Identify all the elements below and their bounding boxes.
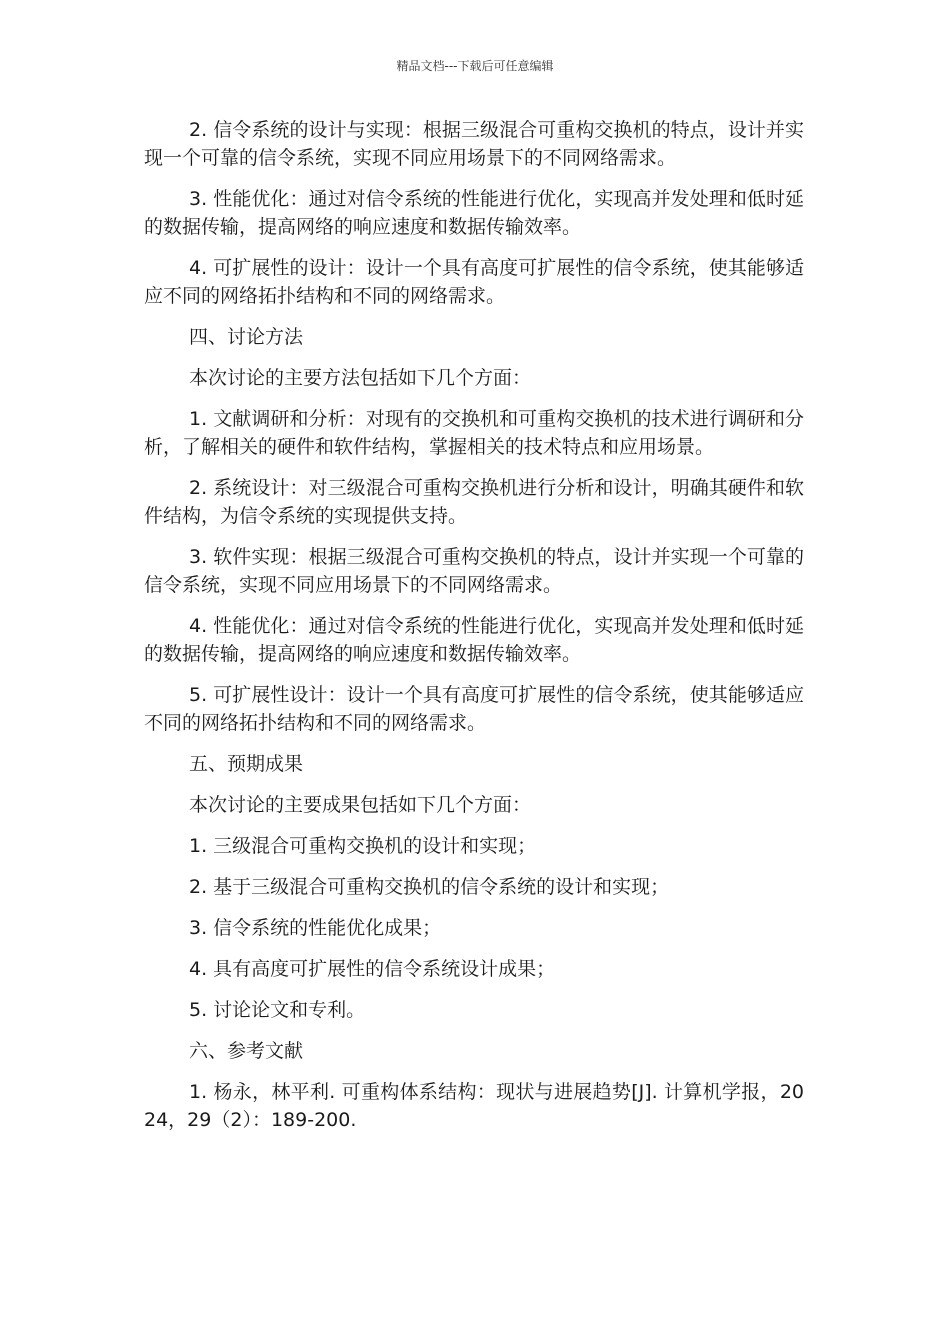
reference-item-1: 1. 杨永，林平利. 可重构体系结构：现状与进展趋势[J]. 计算机学报，2024，29（2）：189-200. xyxy=(144,1081,804,1131)
paragraph-performance-optimization: 3. 性能优化：通过对信令系统的性能进行优化，实现高并发处理和低时延的数据传输，提高网络的响应速度和数据传输效率。 xyxy=(144,188,804,238)
list-item-result-2: 2. 基于三级混合可重构交换机的信令系统的设计和实现； xyxy=(189,876,670,898)
paragraph-scalability-design: 4. 可扩展性的设计：设计一个具有高度可扩展性的信令系统，使其能够适应不同的网络拓扑结构和不同的网络需求。 xyxy=(144,257,804,307)
paragraph-results-intro: 本次讨论的主要成果包括如下几个方面： xyxy=(189,794,532,816)
section-heading-results: 五、预期成果 xyxy=(189,753,304,775)
list-item-result-1: 1. 三级混合可重构交换机的设计和实现； xyxy=(189,835,537,857)
paragraph-method-literature: 1. 文献调研和分析：对现有的交换机和可重构交换机的技术进行调研和分析，了解相关的硬件和软件结构，掌握相关的技术特点和应用场景。 xyxy=(144,408,804,458)
section-heading-methods: 四、讨论方法 xyxy=(189,326,304,348)
paragraph-method-software: 3. 软件实现：根据三级混合可重构交换机的特点，设计并实现一个可靠的信令系统，实现不同应用场景下的不同网络需求。 xyxy=(144,546,804,596)
list-item-result-5: 5. 讨论论文和专利。 xyxy=(189,999,366,1021)
list-item-result-4: 4. 具有高度可扩展性的信令系统设计成果； xyxy=(189,958,556,980)
page-header: 精品文档---下载后可任意编辑 xyxy=(396,59,554,73)
paragraph-signaling-design: 2. 信令系统的设计与实现：根据三级混合可重构交换机的特点，设计并实现一个可靠的信令系统，实现不同应用场景下的不同网络需求。 xyxy=(144,119,804,169)
paragraph-method-performance: 4. 性能优化：通过对信令系统的性能进行优化，实现高并发处理和低时延的数据传输，提高网络的响应速度和数据传输效率。 xyxy=(144,615,804,665)
document-body xyxy=(144,116,804,1147)
section-heading-references: 六、参考文献 xyxy=(189,1040,304,1062)
paragraph-method-scalability: 5. 可扩展性设计：设计一个具有高度可扩展性的信令系统，使其能够适应不同的网络拓扑结构和不同的网络需求。 xyxy=(144,684,804,734)
paragraph-method-system-design: 2. 系统设计：对三级混合可重构交换机进行分析和设计，明确其硬件和软件结构，为信令系统的实现提供支持。 xyxy=(144,477,804,527)
paragraph-methods-intro: 本次讨论的主要方法包括如下几个方面： xyxy=(189,367,532,389)
list-item-result-3: 3. 信令系统的性能优化成果； xyxy=(189,917,442,939)
